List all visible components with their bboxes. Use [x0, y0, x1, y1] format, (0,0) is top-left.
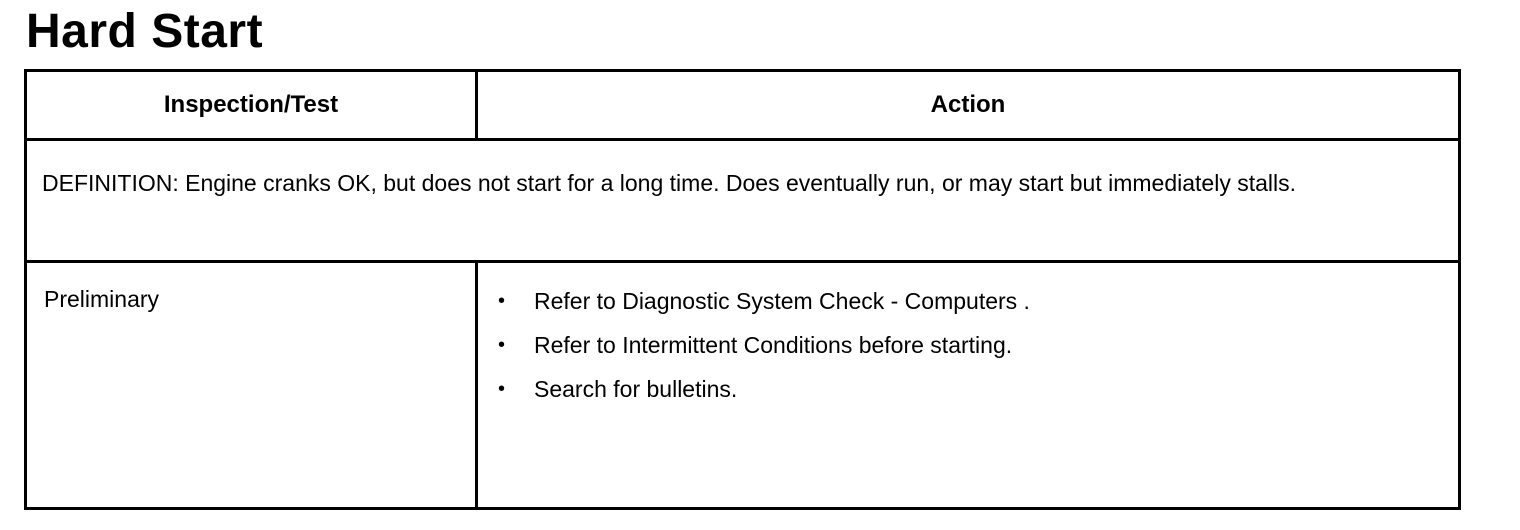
action-item-text: Refer to Diagnostic System Check - Computers .: [534, 288, 1030, 314]
action-item: [478, 367, 1458, 411]
inspection-cell: Preliminary: [44, 286, 160, 312]
action-item-text: Refer to Intermittent Conditions before starting.: [534, 332, 1013, 358]
action-item: [478, 323, 1458, 367]
action-item: [478, 279, 1458, 323]
header-inspection-test: Inspection/Test: [163, 91, 339, 118]
action-item-text: Search for bulletins.: [534, 376, 738, 402]
bullet-icon: •: [498, 334, 506, 356]
header-action: Action: [930, 91, 1006, 118]
table-header-row: [27, 72, 1458, 141]
diagnostic-table: [24, 69, 1461, 510]
definition-row: [27, 141, 1458, 263]
bullet-icon: •: [498, 290, 506, 312]
bullet-icon: •: [498, 378, 506, 400]
action-list: [478, 279, 1458, 411]
table-row: [27, 263, 1458, 507]
page-title: Hard Start: [26, 5, 264, 58]
definition-text: DEFINITION: Engine cranks OK, but does not start for a long time. Does eventually run, or may start but immediately stalls.: [42, 170, 1297, 196]
